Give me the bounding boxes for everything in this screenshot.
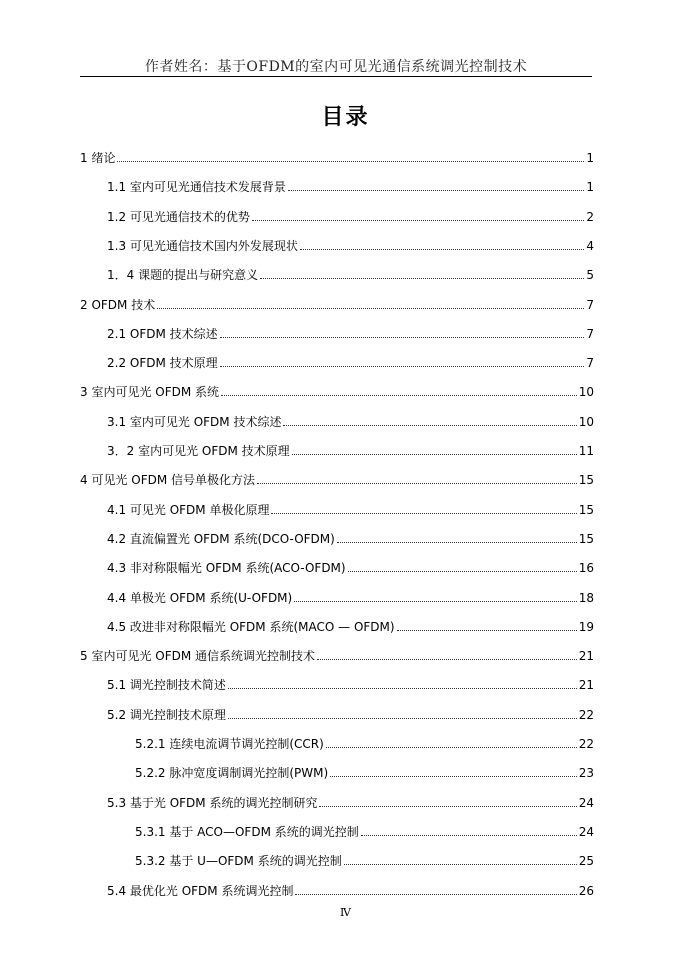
toc-entry-label: 5.1 调光控制技术简述 [107,678,226,693]
toc-entry-page: 24 [578,824,594,839]
toc-entry[interactable] [80,293,594,313]
toc-entry[interactable] [107,879,594,899]
toc-dot-leader [283,425,576,426]
toc-dot-leader [292,454,577,455]
toc-entry-page: 4 [586,238,594,253]
toc-dot-leader [295,894,576,895]
toc-entry[interactable] [135,820,594,840]
toc-entry-label: 4.2 直流偏置光 OFDM 系统(DCO-OFDM) [107,531,335,546]
toc-entry-label: 5.2 调光控制技术原理 [107,707,226,722]
toc-entry-label: 2 OFDM 技术 [80,297,156,312]
toc-entry-label: 5.4 最优化光 OFDM 系统调光控制 [107,883,294,898]
toc-entry[interactable] [135,849,594,869]
toc-entry-label: 5.2.1 连续电流调节调光控制(CCR) [135,737,324,751]
toc-entry-page: 23 [578,766,594,781]
toc-entry-label: 5.2.2 脉冲宽度调制调光控制(PWM) [135,766,329,781]
page-number: Ⅳ [340,906,351,919]
toc-entry-page: 11 [578,444,594,458]
toc-entry-label: 3.1 室内可见光 OFDM 技术综述 [107,414,282,429]
toc-dot-leader [271,513,576,514]
toc-entry[interactable] [107,791,594,811]
toc-dot-leader [117,161,584,162]
toc-entry-label: 3 室内可见光 OFDM 系统 [80,385,220,400]
toc-entry-label: 4.3 非对称限幅光 OFDM 系统(ACO-OFDM) [107,561,346,576]
toc-entry-page: 15 [578,531,594,546]
toc-entry[interactable] [80,468,594,488]
toc-dot-leader [300,249,584,250]
toc-entry-label: 1 绪论 [80,151,116,165]
toc-entry-label: 5.3 基于光 OFDM 系统的调光控制研究 [107,795,318,810]
toc-entry[interactable] [107,439,594,459]
toc-dot-leader [221,395,577,396]
toc-entry[interactable] [107,703,594,723]
toc-entry-page: 7 [586,326,594,341]
header-rule [80,76,592,77]
toc-entry-label: 1.2 可见光通信技术的优势 [107,209,250,224]
toc-entry[interactable] [80,146,594,166]
toc-entry-label: 5.3.1 基于 ACO—OFDM 系统的调光控制 [135,824,359,839]
toc-entry-page: 24 [578,795,594,810]
toc-entry-label: 5 室内可见光 OFDM 通信系统调光控制技术 [80,649,316,664]
toc-entry[interactable] [107,410,594,430]
toc-entry[interactable] [107,205,594,225]
toc-entry[interactable] [80,644,594,664]
toc-dot-leader [348,571,577,572]
toc-entry-page: 25 [578,854,594,869]
running-header: 作者姓名：基于OFDM的室内可见光通信系统调光控制技术 [144,59,528,75]
toc-entry-page: 5 [586,268,594,283]
toc-entry-label: 3．2 室内可见光 OFDM 技术原理 [107,444,290,458]
toc-entry-page: 19 [578,619,594,634]
toc-entry[interactable] [107,586,594,606]
toc-entry-label: 4.4 单极光 OFDM 系统(U-OFDM) [107,590,293,605]
toc-dot-leader [294,601,576,602]
toc-entry[interactable] [107,263,594,283]
toc-entry[interactable] [135,732,594,752]
toc-entry[interactable] [107,556,594,576]
toc-entry-page: 10 [578,385,594,400]
toc-dot-leader [260,278,584,279]
toc-entry-page: 7 [586,356,594,371]
toc-entry[interactable] [107,351,594,371]
toc-entry-page: 16 [578,561,594,576]
toc-entry[interactable] [107,498,594,518]
toc-entry[interactable] [135,761,594,781]
toc-entry[interactable] [107,673,594,693]
toc-entry-page: 2 [586,209,594,224]
toc-dot-leader [317,659,577,660]
toc-dot-leader [257,483,577,484]
toc-entry-label: 1．4 课题的提出与研究意义 [107,268,259,283]
toc-dot-leader [326,747,577,748]
toc-dot-leader [252,220,584,221]
toc-entry-page: 7 [586,297,594,312]
toc-dot-leader [228,718,577,719]
toc-entry-page: 22 [578,707,594,722]
toc-dot-leader [220,337,585,338]
toc-entry-page: 26 [578,883,594,898]
toc-entry-label: 4 可见光 OFDM 信号单极化方法 [80,473,256,488]
page-title: 目录 [321,105,370,130]
toc-entry-page: 22 [578,737,594,751]
toc-entry-page: 1 [586,151,594,165]
toc-entry-page: 15 [578,473,594,488]
toc-entry-label: 4.1 可见光 OFDM 单极化原理 [107,502,270,517]
toc-entry[interactable] [107,175,594,195]
toc-entry-page: 10 [578,414,594,429]
toc-entry-label: 1.1 室内可见光通信技术发展背景 [107,180,286,195]
toc-dot-leader [319,806,576,807]
toc-dot-leader [344,864,577,865]
toc-entry[interactable] [80,380,594,400]
toc-entry[interactable] [107,527,594,547]
toc-entry[interactable] [107,322,594,342]
toc-entry-page: 21 [578,649,594,664]
toc-dot-leader [157,308,584,309]
toc-dot-leader [228,688,577,689]
toc-entry-page: 1 [586,180,594,195]
toc-entry-label: 1.3 可见光通信技术国内外发展现状 [107,238,298,253]
toc-entry-label: 4.5 改进非对称限幅光 OFDM 系统(MACO — OFDM) [107,619,395,634]
toc-dot-leader [337,542,577,543]
toc-entry-label: 5.3.2 基于 U—OFDM 系统的调光控制 [135,854,342,869]
toc-entry-page: 15 [578,502,594,517]
toc-dot-leader [330,776,577,777]
toc-dot-leader [361,835,577,836]
toc-entry-page: 21 [578,678,594,693]
toc-dot-leader [288,190,584,191]
toc-dot-leader [397,630,577,631]
toc-entry[interactable] [107,615,594,635]
toc-entry[interactable] [107,234,594,254]
toc-entry-label: 2.1 OFDM 技术综述 [107,326,218,341]
toc-dot-leader [220,366,585,367]
toc-entry-page: 18 [578,590,594,605]
toc-entry-label: 2.2 OFDM 技术原理 [107,356,218,371]
